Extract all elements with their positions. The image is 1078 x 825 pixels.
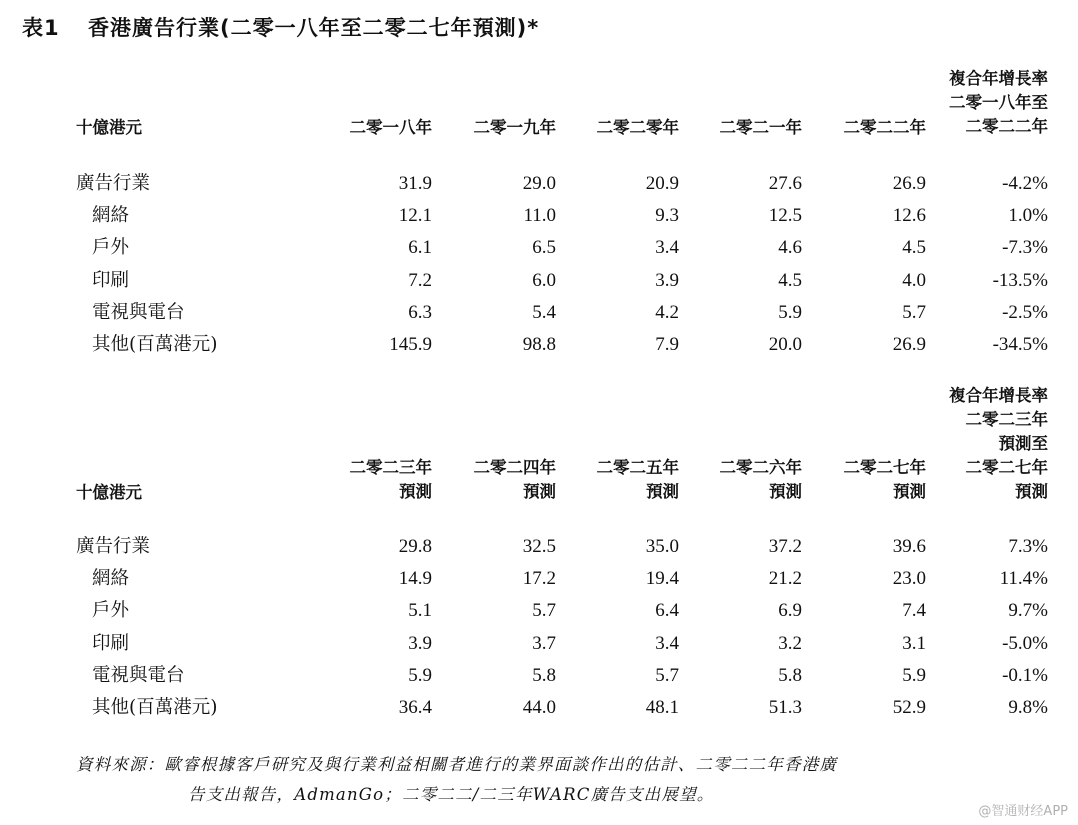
value-cell: 6.9: [778, 600, 802, 622]
table2-col-header: 二零二六年 預測: [719, 458, 802, 501]
value-cell: 3.9: [408, 632, 432, 654]
table1-col-header: 二零二二年: [843, 118, 926, 137]
value-cell: 6.0: [532, 269, 556, 291]
value-cell: 37.2: [768, 536, 802, 557]
value-cell: 12.5: [768, 205, 802, 227]
cagr-cell: 11.4%: [999, 568, 1048, 590]
source-line-2: 告支出報告，AdmanGo；二零二二/二三年WARC廣告支出展望。: [188, 785, 715, 804]
value-cell: 5.9: [408, 664, 432, 686]
table-number: 表1: [22, 16, 60, 40]
watermark: @智通财经APP: [978, 804, 1068, 819]
value-cell: 7.2: [408, 269, 432, 291]
value-cell: 12.1: [398, 205, 432, 227]
value-cell: 21.2: [768, 568, 802, 590]
value-cell: 5.9: [778, 301, 802, 323]
row-label: 其他(百萬港元): [92, 697, 218, 718]
value-cell: 5.7: [532, 600, 556, 622]
value-cell: 5.7: [655, 664, 679, 686]
row-label: 電視與電台: [92, 301, 185, 323]
value-cell: 5.8: [532, 664, 556, 686]
value-cell: 35.0: [645, 536, 679, 557]
table2-col-header: 二零二五年 預測: [596, 458, 679, 501]
table-row: [0, 693, 1078, 725]
value-cell: 5.1: [408, 600, 432, 622]
value-cell: 26.9: [892, 334, 926, 355]
value-cell: 4.5: [902, 237, 926, 259]
value-cell: 20.9: [645, 173, 679, 194]
cagr-cell: -0.1%: [1002, 664, 1048, 686]
value-cell: 145.9: [389, 334, 432, 355]
table1-col-header: 二零二零年: [596, 118, 679, 137]
table2-col-header: 二零二七年 預測: [843, 458, 926, 501]
table1-col-header: 二零一九年: [473, 118, 556, 137]
value-cell: 4.6: [778, 237, 802, 259]
row-label: 戶外: [92, 600, 130, 622]
row-label: 戶外: [92, 237, 130, 259]
value-cell: 29.8: [398, 536, 432, 557]
value-cell: 3.7: [532, 632, 556, 654]
value-cell: 20.0: [768, 334, 802, 355]
value-cell: 32.5: [522, 536, 556, 557]
table1-unit-label: 十億港元: [76, 118, 142, 137]
value-cell: 6.4: [655, 600, 679, 622]
table-row: [0, 266, 1078, 298]
value-cell: 36.4: [398, 697, 432, 718]
value-cell: 48.1: [645, 697, 679, 718]
row-label: 印刷: [92, 632, 130, 654]
table-title-text: 香港廣告行業(二零一八年至二零二七年預測)*: [88, 16, 540, 40]
value-cell: 3.2: [778, 632, 802, 654]
value-cell: 11.0: [523, 205, 556, 227]
value-cell: 39.6: [892, 536, 926, 557]
source-note: [76, 750, 1061, 810]
value-cell: 3.9: [655, 269, 679, 291]
value-cell: 26.9: [892, 173, 926, 194]
value-cell: 17.2: [522, 568, 556, 590]
row-label: 電視與電台: [92, 664, 185, 686]
table1-col-header: 二零一八年: [349, 118, 432, 137]
value-cell: 23.0: [892, 568, 926, 590]
source-line-1: 資料來源：歐睿根據客戶研究及與行業利益相關者進行的業界面談作出的估計、二零二二年香港廣: [76, 755, 838, 774]
value-cell: 6.5: [532, 237, 556, 259]
value-cell: 5.8: [778, 664, 802, 686]
table-row: [0, 169, 1078, 201]
value-cell: 9.3: [655, 205, 679, 227]
value-cell: 4.2: [655, 301, 679, 323]
table1-col-header: 二零二一年: [719, 118, 802, 137]
value-cell: 3.1: [902, 632, 926, 654]
value-cell: 52.9: [892, 697, 926, 718]
table-row: [0, 564, 1078, 596]
value-cell: 29.0: [522, 173, 556, 194]
table2-cagr-header: 複合年增長率 二零二三年 預測至 二零二七年 預測: [949, 386, 1048, 501]
cagr-cell: -4.2%: [1002, 173, 1048, 194]
value-cell: 6.3: [408, 301, 432, 323]
value-cell: 5.9: [902, 664, 926, 686]
row-label: 廣告行業: [76, 536, 151, 557]
cagr-cell: -7.3%: [1002, 237, 1048, 259]
table-row: [0, 661, 1078, 693]
value-cell: 51.3: [768, 697, 802, 718]
value-cell: 3.4: [655, 237, 679, 259]
cagr-cell: 7.3%: [1008, 536, 1048, 557]
value-cell: 4.0: [902, 269, 926, 291]
value-cell: 7.4: [902, 600, 926, 622]
value-cell: 98.8: [522, 334, 556, 355]
cagr-cell: 9.8%: [1008, 697, 1048, 718]
value-cell: 14.9: [398, 568, 432, 590]
cagr-cell: -13.5%: [992, 269, 1048, 291]
row-label: 其他(百萬港元): [92, 334, 218, 355]
value-cell: 6.1: [408, 237, 432, 259]
value-cell: 4.5: [778, 269, 802, 291]
table-row: [0, 532, 1078, 564]
value-cell: 5.7: [902, 301, 926, 323]
value-cell: 3.4: [655, 632, 679, 654]
table2-unit-label: 十億港元: [76, 483, 142, 502]
cagr-cell: -5.0%: [1002, 632, 1048, 654]
value-cell: 31.9: [398, 173, 432, 194]
row-label: 網絡: [92, 568, 130, 590]
row-label: 印刷: [92, 269, 130, 291]
table-row: [0, 596, 1078, 628]
table-row: [0, 233, 1078, 265]
cagr-cell: -34.5%: [992, 334, 1048, 355]
table-row: [0, 330, 1078, 362]
table-row: [0, 298, 1078, 330]
table-title: [22, 12, 539, 42]
cagr-cell: -2.5%: [1002, 301, 1048, 323]
value-cell: 19.4: [645, 568, 679, 590]
table2-col-header: 二零二四年 預測: [473, 458, 556, 501]
value-cell: 27.6: [768, 173, 802, 194]
value-cell: 7.9: [655, 334, 679, 355]
table-row: [0, 629, 1078, 661]
value-cell: 44.0: [522, 697, 556, 718]
value-cell: 12.6: [892, 205, 926, 227]
cagr-cell: 1.0%: [1008, 205, 1048, 227]
table-row: [0, 201, 1078, 233]
table1-cagr-header: 複合年增長率 二零一八年至 二零二二年: [949, 69, 1048, 136]
table2-col-header: 二零二三年 預測: [349, 458, 432, 501]
cagr-cell: 9.7%: [1008, 600, 1048, 622]
value-cell: 5.4: [532, 301, 556, 323]
row-label: 網絡: [92, 205, 130, 227]
row-label: 廣告行業: [76, 173, 151, 194]
